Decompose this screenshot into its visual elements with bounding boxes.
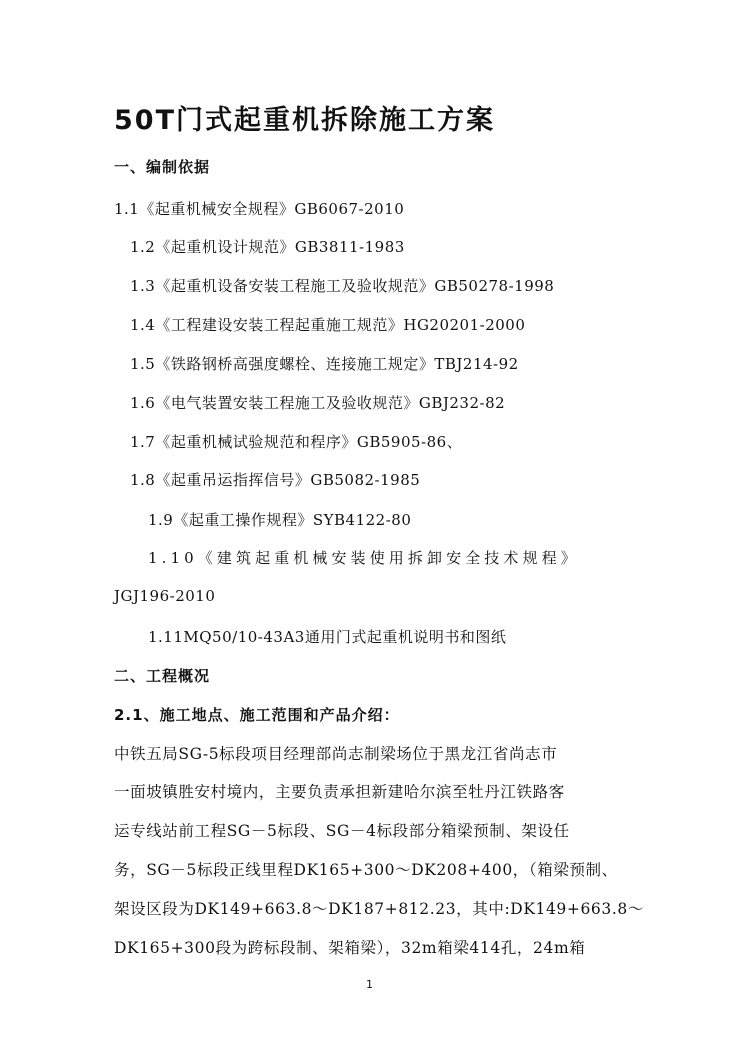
paragraph-line: DK165+300段为跨标段制、架箱梁），32m箱梁414孔，24m箱 <box>114 939 586 957</box>
reference-item: 1.5《铁路钢桥高强度螺栓、连接施工规定》TBJ214-92 <box>130 355 519 373</box>
subsection-heading: 2.1、施工地点、施工范围和产品介绍： <box>114 706 400 724</box>
reference-item-continuation: JGJ196-2010 <box>114 587 216 605</box>
reference-item: 1.10《建筑起重机械安装使用拆卸安全技术规程》 <box>148 549 580 567</box>
paragraph-line: 一面坡镇胜安村境内，主要负责承担新建哈尔滨至牡丹江铁路客 <box>114 783 565 801</box>
paragraph-line: 中铁五局SG-5标段项目经理部尚志制梁场位于黑龙江省尚志市 <box>114 745 558 763</box>
reference-item: 1.7《起重机械试验规范和程序》GB5905-86、 <box>130 433 463 451</box>
page-number: 1 <box>366 978 373 991</box>
reference-item: 1.9《起重工操作规程》SYB4122-80 <box>148 511 412 529</box>
paragraph-line: 架设区段为DK149+663.8～DK187+812.23，其中:DK149+663.8～ <box>114 900 644 918</box>
reference-item: 1.6《电气装置安装工程施工及验收规范》GBJ232-82 <box>130 394 506 412</box>
reference-item: 1.4《工程建设安装工程起重施工规范》HG20201-2000 <box>130 316 526 334</box>
reference-item: 1.1《起重机械安全规程》GB6067-2010 <box>114 200 405 218</box>
section-heading-basis: 一、编制依据 <box>114 158 211 176</box>
paragraph-line: 务，SG－5标段正线里程DK165+300～DK208+400，（箱梁预制、 <box>114 861 618 879</box>
section-heading-overview: 二、工程概况 <box>114 667 211 685</box>
reference-item: 1.11MQ50/10-43A3通用门式起重机说明书和图纸 <box>148 628 507 646</box>
reference-item: 1.2《起重机设计规范》GB3811-1983 <box>130 238 405 256</box>
reference-item: 1.8《起重吊运指挥信号》GB5082-1985 <box>130 471 421 489</box>
page-title: 50T门式起重机拆除施工方案 <box>114 105 495 136</box>
reference-item: 1.3《起重机设备安装工程施工及验收规范》GB50278-1998 <box>130 277 555 295</box>
paragraph-line: 运专线站前工程SG－5标段、SG－4标段部分箱梁预制、架设任 <box>114 822 570 840</box>
